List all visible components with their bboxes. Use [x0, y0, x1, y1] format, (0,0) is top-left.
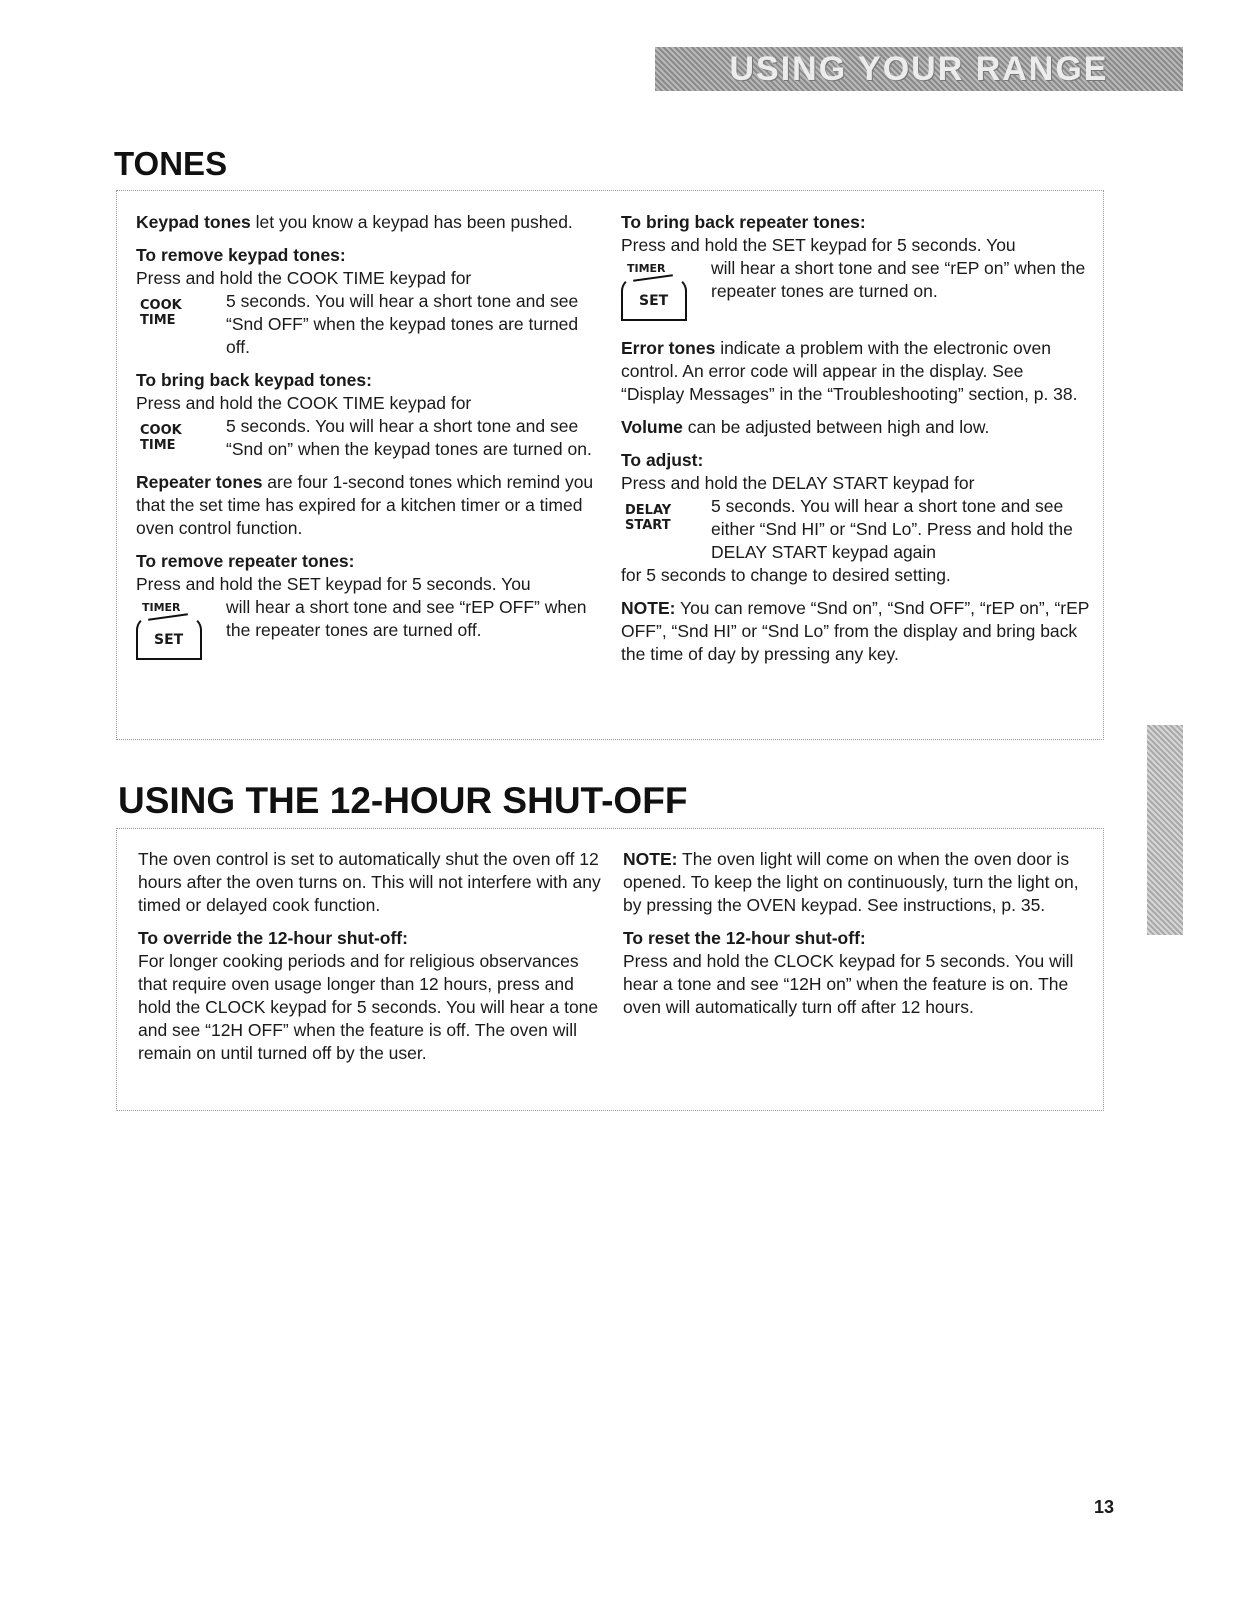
keypad-tones-term: Keypad tones [136, 212, 251, 232]
remove-keypad-tones-intro: Press and hold the COOK TIME keypad for [136, 268, 472, 288]
repeater-tones-paragraph [136, 471, 606, 540]
bring-back-keypad-tones-heading: To bring back keypad tones: [136, 370, 372, 390]
tones-title: TONES [114, 145, 228, 182]
tones-note-term: NOTE: [621, 598, 676, 618]
timer-set-key-icon [136, 596, 226, 666]
timer-set-key-row [621, 257, 1091, 327]
adjust-tail: for 5 seconds to change to desired setting. [621, 565, 951, 585]
section-banner-text: USING YOUR RANGE [729, 49, 1109, 88]
section-banner [655, 47, 1183, 91]
tones-note-paragraph [621, 597, 1091, 666]
shutoff-note-term: NOTE: [623, 849, 678, 869]
tones-note-text: You can remove “Snd on”, “Snd OFF”, “rEP on”, “rEP OFF”, “Snd HI” or “Snd Lo” from the display and bring back the time of day by pressing any key. [621, 598, 1090, 664]
repeater-tones-term: Repeater tones [136, 472, 263, 492]
override-heading: To override the 12-hour shut-off: [138, 928, 408, 948]
bring-back-repeater-tones-intro: Press and hold the SET keypad for 5 seconds. You [621, 235, 1016, 255]
adjust-text: 5 seconds. You will hear a short tone and see either “Snd HI” or “Snd Lo”. Press and hold the DELAY START keypad again [711, 496, 1073, 562]
page-number: 13 [1094, 1497, 1115, 1517]
adjust-heading: To adjust: [621, 450, 704, 470]
cook-time-key-row [136, 415, 606, 461]
shutoff-note-text: The oven light will come on when the oven door is opened. To keep the light on continuously, turn the light on, by pressing the OVEN keypad. See instructions, p. 35. [623, 849, 1079, 915]
language-side-tab [1147, 725, 1183, 935]
repeater-tones-text: are four 1-second tones which remind you that the set time has expired for a kitchen timer or a timed oven control function. [136, 472, 594, 538]
volume-paragraph [621, 416, 1091, 439]
time-key-label: TIME [140, 438, 176, 453]
bring-back-repeater-tones-heading: To bring back repeater tones: [621, 212, 866, 232]
shutoff-left-column [138, 848, 608, 1065]
bring-back-keypad-tones-intro: Press and hold the COOK TIME keypad for [136, 393, 472, 413]
keypad-tones-text: let you know a keypad has been pushed. [250, 212, 573, 232]
tones-right-column [621, 211, 1091, 666]
cook-time-key-icon [136, 415, 226, 453]
error-tones-text: indicate a problem with the electronic oven control. An error code will appear in the display. See “Display Messages” in the “Troubleshooting” section, p. 38. [621, 338, 1078, 404]
timer-key-label: TIMER [627, 262, 666, 275]
remove-keypad-tones-text: 5 seconds. You will hear a short tone and see “Snd OFF” when the keypad tones are turned off. [226, 291, 579, 357]
bring-back-repeater-tones-text: will hear a short tone and see “rEP on” when the repeater tones are turned on. [711, 258, 1086, 301]
error-tones-term: Error tones [621, 338, 716, 358]
error-tones-paragraph [621, 337, 1091, 406]
delay-key-label: DELAY [625, 503, 672, 518]
adjust-intro: Press and hold the DELAY START keypad for [621, 473, 975, 493]
remove-repeater-tones-intro: Press and hold the SET keypad for 5 seconds. You [136, 574, 531, 594]
set-key-label: SET [639, 293, 669, 309]
timer-set-key-icon [621, 257, 711, 327]
remove-repeater-tones-text: will hear a short tone and see “rEP OFF” when the repeater tones are turned off. [226, 597, 587, 640]
cook-time-key-icon [136, 290, 226, 328]
time-key-label: TIME [140, 313, 176, 328]
reset-text: Press and hold the CLOCK keypad for 5 seconds. You will hear a tone and see “12H on” when the feature is on. The oven will automatically turn off after 12 hours. [623, 951, 1074, 1017]
set-key-label: SET [154, 632, 184, 648]
cook-key-label: COOK [140, 423, 182, 438]
cook-key-label: COOK [140, 298, 182, 313]
reset-heading: To reset the 12-hour shut-off: [623, 928, 866, 948]
bring-back-keypad-tones-text: 5 seconds. You will hear a short tone and see “Snd on” when the keypad tones are turned on. [226, 416, 592, 459]
tones-left-column [136, 211, 606, 666]
cook-time-key-row [136, 290, 606, 359]
start-key-label: START [625, 518, 671, 533]
remove-keypad-tones-heading: To remove keypad tones: [136, 245, 346, 265]
shutoff-note-paragraph [623, 848, 1093, 917]
timer-set-key-row [136, 596, 606, 666]
keypad-tones-paragraph [136, 211, 606, 234]
timer-key-label: TIMER [142, 601, 181, 614]
shutoff-title: USING THE 12-HOUR SHUT-OFF [118, 780, 688, 821]
remove-repeater-tones-heading: To remove repeater tones: [136, 551, 355, 571]
shutoff-intro: The oven control is set to automatically shut the oven off 12 hours after the oven turns on. This will not interfere with any timed or delayed cook function. [138, 849, 601, 915]
delay-start-key-row [621, 495, 1091, 564]
volume-text: can be adjusted between high and low. [682, 417, 990, 437]
delay-start-key-icon [621, 495, 711, 533]
volume-term: Volume [621, 417, 683, 437]
shutoff-right-column [623, 848, 1093, 1019]
override-text: For longer cooking periods and for religious observances that require oven usage longer than 12 hours, press and hold the CLOCK keypad for 5 seconds. You will hear a tone and see “12H OFF” when the feature is off. The oven will remain on until turned off by the user. [138, 951, 599, 1063]
